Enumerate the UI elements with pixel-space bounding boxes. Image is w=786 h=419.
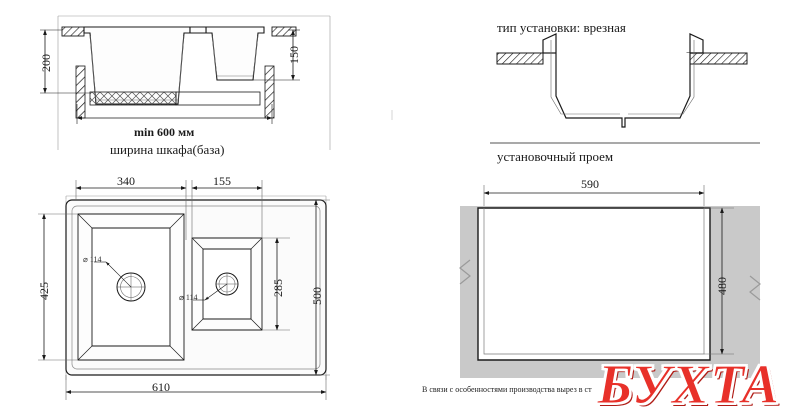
watermark-logo: БУХТА [597, 354, 780, 416]
plan-view-group [38, 180, 340, 400]
dimension-inner-height: 425 [37, 282, 51, 300]
label-min-cabinet-width: min 600 мм [134, 125, 195, 139]
dimension-bowl-small-width: 155 [213, 174, 231, 188]
drain-large-diameter-label: ⌀ 114 [83, 255, 102, 264]
dimension-bowl-large-width: 340 [117, 174, 135, 188]
dimension-total-width: 610 [152, 380, 170, 394]
dimension-depth-right: 150 [287, 46, 301, 64]
section-title-installation-type: тип установки: врезная [497, 20, 626, 35]
drain-small-diameter-label: ⌀ 114 [179, 293, 198, 302]
dimension-small-bowl-height: 285 [271, 279, 285, 297]
section-view-group [40, 16, 392, 150]
dimension-cutout-height: 480 [715, 277, 729, 295]
dimension-cutout-width: 590 [581, 177, 599, 191]
cutout-view-group [422, 185, 760, 396]
dimension-depth-left: 200 [39, 54, 53, 72]
production-note: В связи с особенностями производства вырез в ст [422, 385, 592, 394]
section-title-cutout-opening: установочный проем [497, 149, 614, 164]
installation-view-group [490, 34, 760, 143]
label-cabinet-base: ширина шкафа(база) [110, 142, 225, 157]
dimension-outer-height: 500 [310, 287, 324, 305]
